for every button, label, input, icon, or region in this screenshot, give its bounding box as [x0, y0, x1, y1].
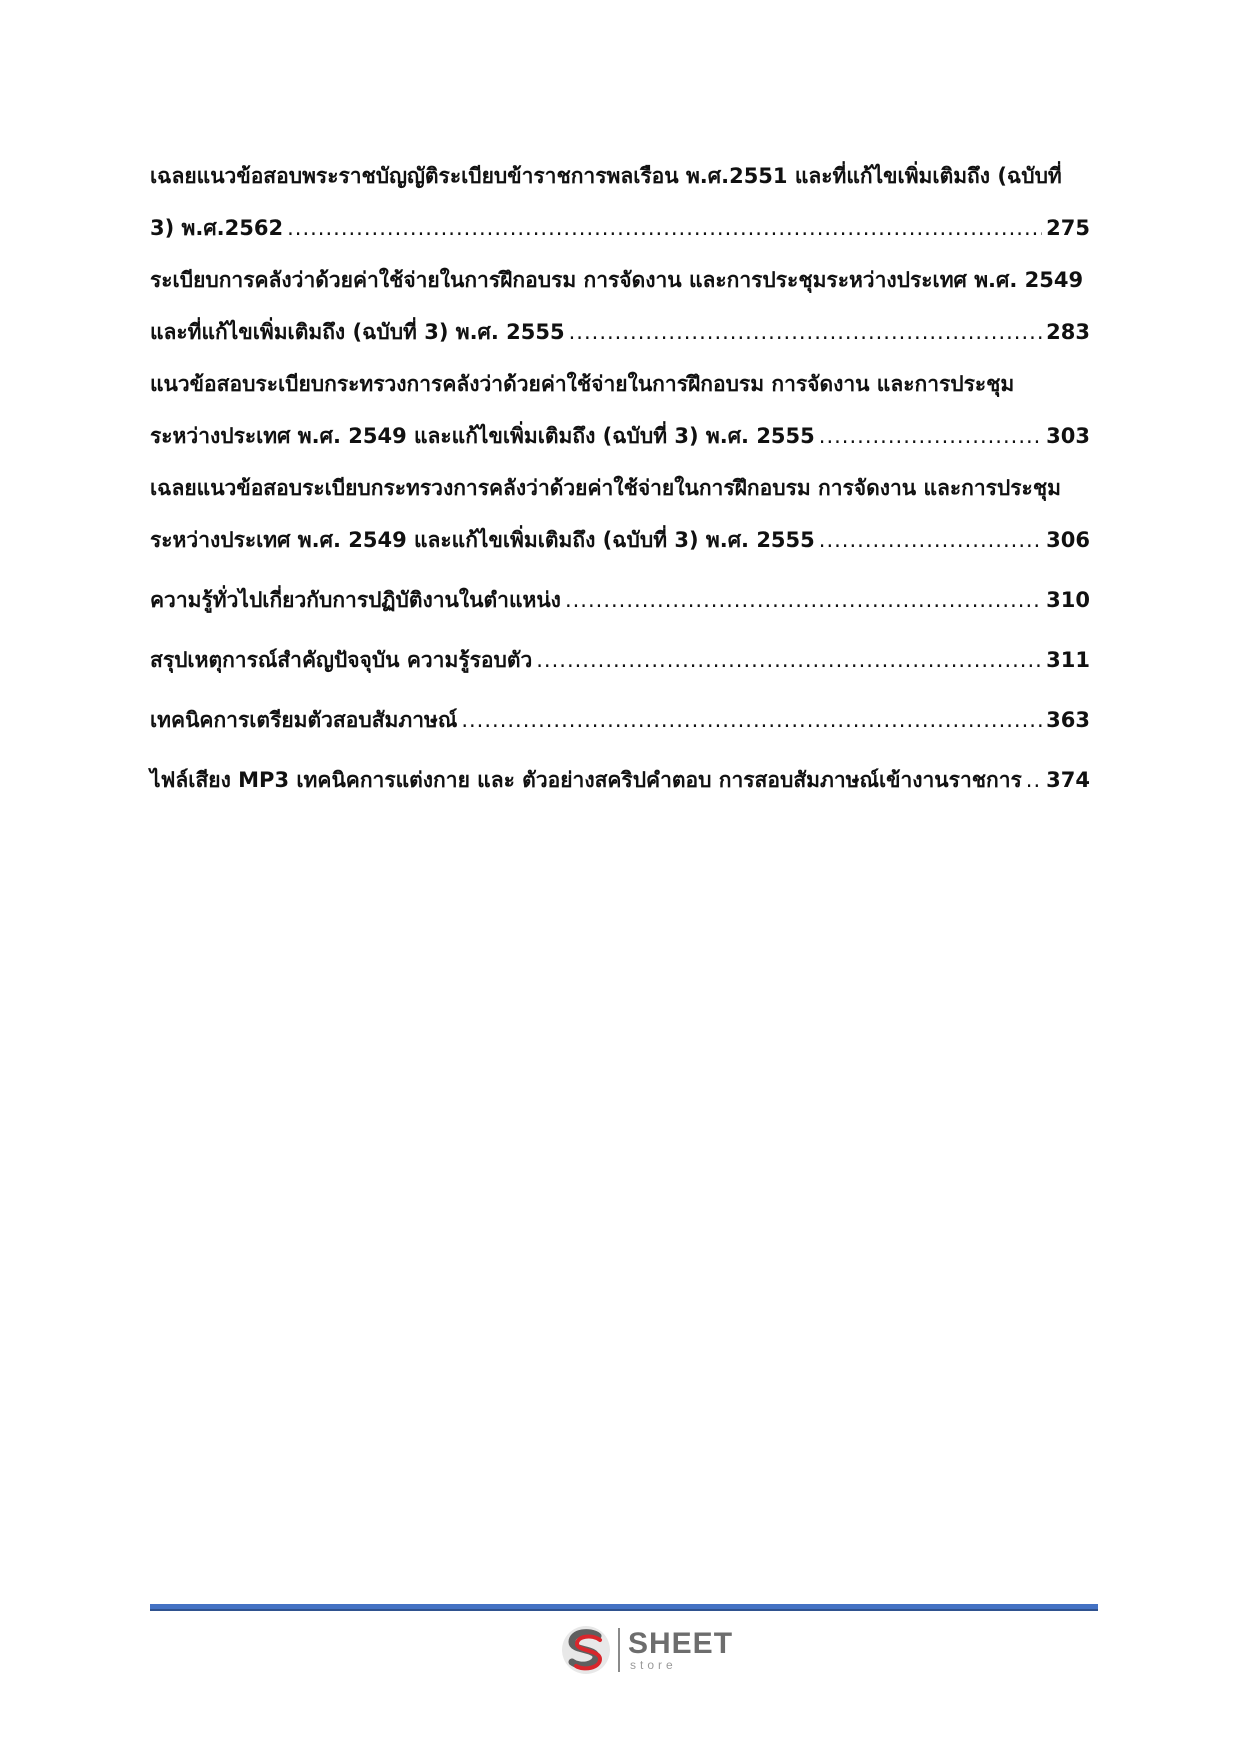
toc-entry-title-line1: ระเบียบการคลังว่าด้วยค่าใช้จ่ายในการฝึกอบรม การจัดงาน และการประชุมระหว่างประเทศ พ.ศ. 2549	[150, 268, 1084, 292]
toc-page-number: 363	[1046, 708, 1090, 732]
leader-dots	[1026, 754, 1042, 806]
leader-dots	[536, 634, 1042, 686]
toc-page-number: 311	[1046, 648, 1090, 672]
toc-page-number: 283	[1046, 320, 1090, 344]
leader-dots	[461, 694, 1042, 746]
footer-divider	[150, 1604, 1098, 1611]
toc-entry-title-line2: ระหว่างประเทศ พ.ศ. 2549 และแก้ไขเพิ่มเติมถึง (ฉบับที่ 3) พ.ศ. 2555	[150, 424, 815, 448]
toc-entry-title-line2: ระหว่างประเทศ พ.ศ. 2549 และแก้ไขเพิ่มเติมถึง (ฉบับที่ 3) พ.ศ. 2555	[150, 528, 815, 552]
leader-dots	[287, 202, 1042, 254]
toc-page-number: 275	[1046, 216, 1090, 240]
toc-entry[interactable]	[150, 574, 1090, 626]
toc-entry-title: ไฟล์เสียง MP3 เทคนิคการแต่งกาย และ ตัวอย่างสคริปคำตอบ การสอบสัมภาษณ์เข้างานราชการ	[150, 768, 1022, 792]
logo-separator	[618, 1628, 620, 1672]
toc-entry-title: ความรู้ทั่วไปเกี่ยวกับการปฏิบัติงานในตำแหน่ง	[150, 588, 561, 612]
logo-wordmark: SHEET	[628, 1627, 734, 1660]
toc-entry[interactable]	[150, 694, 1090, 746]
toc-entry[interactable]	[150, 634, 1090, 686]
leader-dots	[569, 306, 1043, 358]
toc-entry[interactable]	[150, 754, 1090, 806]
toc-page-number: 310	[1046, 588, 1090, 612]
toc-entry[interactable]	[150, 358, 1090, 462]
toc-entry-title-line1: แนวข้อสอบระเบียบกระทรวงการคลังว่าด้วยค่าใช้จ่ายในการฝึกอบรม การจัดงาน และการประชุม	[150, 372, 1015, 396]
table-of-contents	[150, 150, 1090, 806]
toc-entry-title: เทคนิคการเตรียมตัวสอบสัมภาษณ์	[150, 708, 458, 732]
leader-dots	[819, 410, 1042, 462]
sheet-store-logo-icon	[560, 1624, 612, 1676]
toc-entry[interactable]	[150, 254, 1090, 358]
leader-dots	[819, 514, 1042, 566]
sheet-store-logo	[560, 1620, 733, 1680]
toc-entry[interactable]	[150, 150, 1090, 254]
toc-page-number: 306	[1046, 528, 1090, 552]
toc-page-number: 303	[1046, 424, 1090, 448]
toc-entry-title-line2: 3) พ.ศ.2562	[150, 216, 284, 240]
toc-entry[interactable]	[150, 462, 1090, 566]
toc-entry-title-line1: เฉลยแนวข้อสอบพระราชบัญญัติระเบียบข้าราชการพลเรือน พ.ศ.2551 และที่แก้ไขเพิ่มเติมถึง (ฉบับที่	[150, 164, 1062, 188]
toc-entry-title-line1: เฉลยแนวข้อสอบระเบียบกระทรวงการคลังว่าด้วยค่าใช้จ่ายในการฝึกอบรม การจัดงาน และการประชุม	[150, 476, 1061, 500]
toc-entry-title: สรุปเหตุการณ์สำคัญปัจจุบัน ความรู้รอบตัว	[150, 648, 533, 672]
toc-entry-title-line2: และที่แก้ไขเพิ่มเติมถึง (ฉบับที่ 3) พ.ศ. 2555	[150, 320, 565, 344]
logo-subtitle: store	[630, 1658, 677, 1672]
toc-page-number: 374	[1046, 768, 1090, 792]
leader-dots	[565, 574, 1042, 626]
